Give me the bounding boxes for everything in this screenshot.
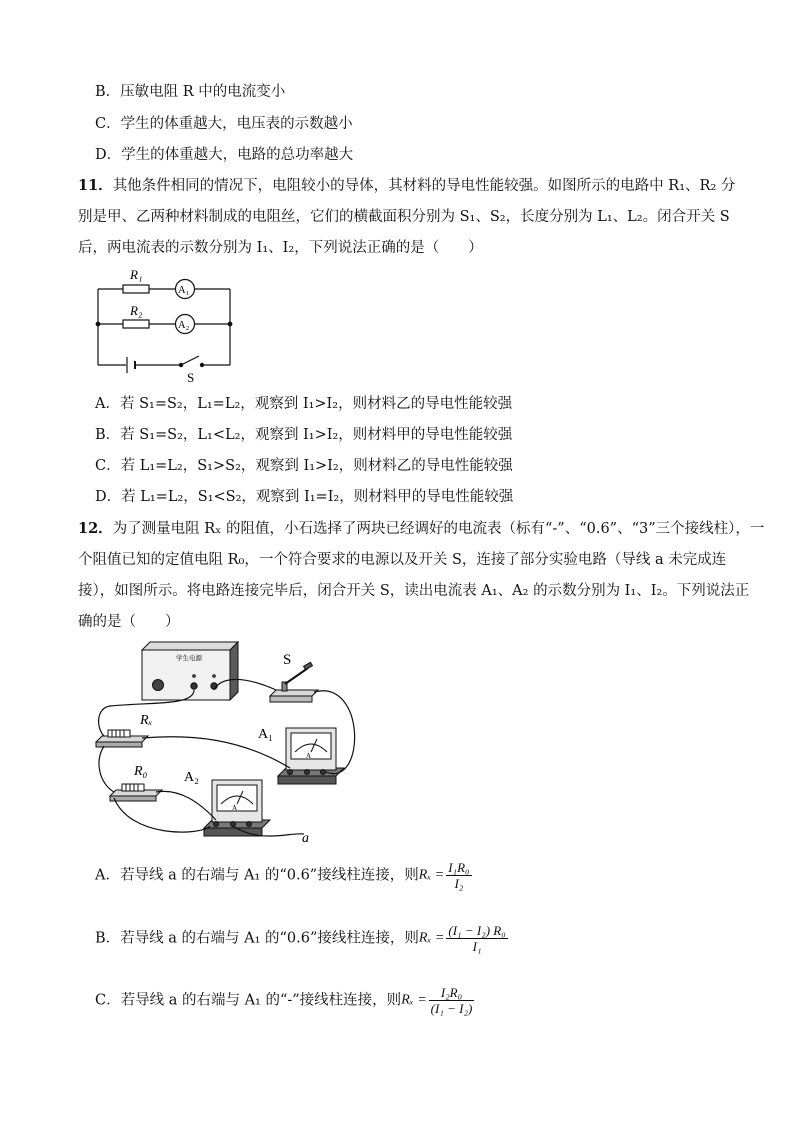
q12-option-b-denominator: I₁ bbox=[472, 939, 482, 954]
q11-text-1: 其他条件相同的情况下，电阻较小的导体，其材料的导电性能较强。如图所示的电路中 R₁、R₂ 分 bbox=[112, 178, 736, 194]
a2-label: A₂ bbox=[178, 320, 190, 331]
q12-option-a-lhs: Rₓ = bbox=[418, 867, 445, 883]
option-b-prev: B．压敏电阻 R 中的电流变小 bbox=[95, 84, 286, 100]
q12-option-c-numerator: I₂R₀ bbox=[429, 985, 475, 1001]
q11-circuit-diagram bbox=[90, 262, 240, 386]
r1-resistor bbox=[123, 285, 149, 293]
a1-label: A₁ bbox=[258, 727, 273, 742]
q12-option-b bbox=[95, 923, 508, 954]
q12-option-c-lhs: Rₓ = bbox=[401, 992, 427, 1008]
wire-a-label: a bbox=[302, 831, 309, 844]
q12-number: 12． bbox=[78, 520, 113, 537]
r2-resistor bbox=[123, 320, 149, 328]
q12-experiment-diagram bbox=[90, 638, 370, 844]
q12-text-1: 为了测量电阻 Rₓ 的阻值，小石选择了两块已经调好的电流表（标有“-”、“0.6”、“3”三个接线柱），一 bbox=[112, 521, 765, 537]
power-supply bbox=[142, 642, 238, 700]
q12-option-c-fraction bbox=[429, 985, 475, 1016]
r0-label: R₀ bbox=[134, 764, 148, 779]
option-c-prev: C．学生的体重越大，电压表的示数越小 bbox=[95, 116, 353, 132]
ammeter-a1-letter: A bbox=[306, 752, 312, 760]
q11-option-d: D．若 L₁=L₂，S₁<S₂，观察到 I₁=I₂，则材料甲的导电性能较强 bbox=[95, 489, 514, 505]
q12-option-a-denominator: I₂ bbox=[454, 876, 464, 891]
ammeter-a2-letter: A bbox=[232, 804, 238, 812]
q12-option-a bbox=[95, 860, 472, 891]
q11-line3: 后，两电流表的示数分别为 I₁、I₂，下列说法正确的是（ ） bbox=[78, 240, 483, 256]
q12-line3: 接），如图所示。将电路连接完毕后，闭合开关 S，读出电流表 A₁、A₂ 的示数分别为 I₁、I₂。下列说法正 bbox=[78, 583, 750, 599]
q12-line2: 个阻值已知的定值电阻 R₀，一个符合要求的电源以及开关 S，连接了部分实验电路（导线 a 未完成连 bbox=[78, 552, 727, 568]
rx-resistor bbox=[96, 730, 148, 747]
r0-resistor bbox=[110, 784, 162, 801]
q12-option-b-fraction bbox=[446, 923, 507, 954]
switch-blade bbox=[181, 356, 199, 365]
r2-label: R₂ bbox=[130, 303, 143, 318]
switch-label: S bbox=[283, 652, 292, 668]
q12-option-c bbox=[95, 985, 474, 1016]
a1-label: A₁ bbox=[178, 285, 190, 296]
q11-line1 bbox=[78, 177, 735, 195]
switch-label: S bbox=[187, 370, 195, 385]
q11-number: 11． bbox=[78, 177, 113, 194]
q11-option-a: A．若 S₁=S₂，L₁=L₂，观察到 I₁>I₂，则材料乙的导电性能较强 bbox=[95, 396, 513, 412]
q12-line4: 确的是（ ） bbox=[78, 614, 180, 630]
q12-option-b-numerator: (I₁ − I₂) R₀ bbox=[448, 923, 506, 938]
q12-option-a-text: A．若导线 a 的右端与 A₁ 的“0.6”接线柱连接，则 bbox=[95, 867, 419, 884]
q12-option-a-numerator: I₁R₀ bbox=[448, 860, 470, 875]
r1-label: R₁ bbox=[130, 267, 143, 282]
option-d-prev: D．学生的体重越大，电路的总功率越大 bbox=[95, 147, 354, 163]
q12-line1 bbox=[78, 520, 764, 538]
power-supply-label: 学生电源 bbox=[176, 655, 202, 662]
q12-option-b-lhs: Rₓ = bbox=[418, 930, 445, 946]
knife-switch bbox=[270, 662, 318, 702]
power-knob bbox=[153, 680, 164, 691]
q11-option-c: C．若 L₁=L₂，S₁>S₂，观察到 I₁>I₂，则材料乙的导电性能较强 bbox=[95, 458, 513, 474]
q11-option-b: B．若 S₁=S₂，L₁<L₂，观察到 I₁>I₂，则材料甲的导电性能较强 bbox=[95, 427, 513, 443]
q12-option-a-fraction bbox=[446, 860, 471, 891]
q12-option-c-denominator: (I₁ − I₂) bbox=[430, 1001, 473, 1016]
rx-label: Rₓ bbox=[140, 713, 153, 728]
q11-line2: 别是甲、乙两种材料制成的电阻丝，它们的横截面积分别为 S₁、S₂，长度分别为 L₁、L₂。闭合开关 S bbox=[78, 209, 730, 225]
a2-label: A₂ bbox=[184, 770, 199, 785]
q12-option-c-text: C．若导线 a 的右端与 A₁ 的“-”接线柱连接，则 bbox=[95, 992, 402, 1009]
q12-option-b-text: B．若导线 a 的右端与 A₁ 的“0.6”接线柱连接，则 bbox=[95, 930, 419, 947]
